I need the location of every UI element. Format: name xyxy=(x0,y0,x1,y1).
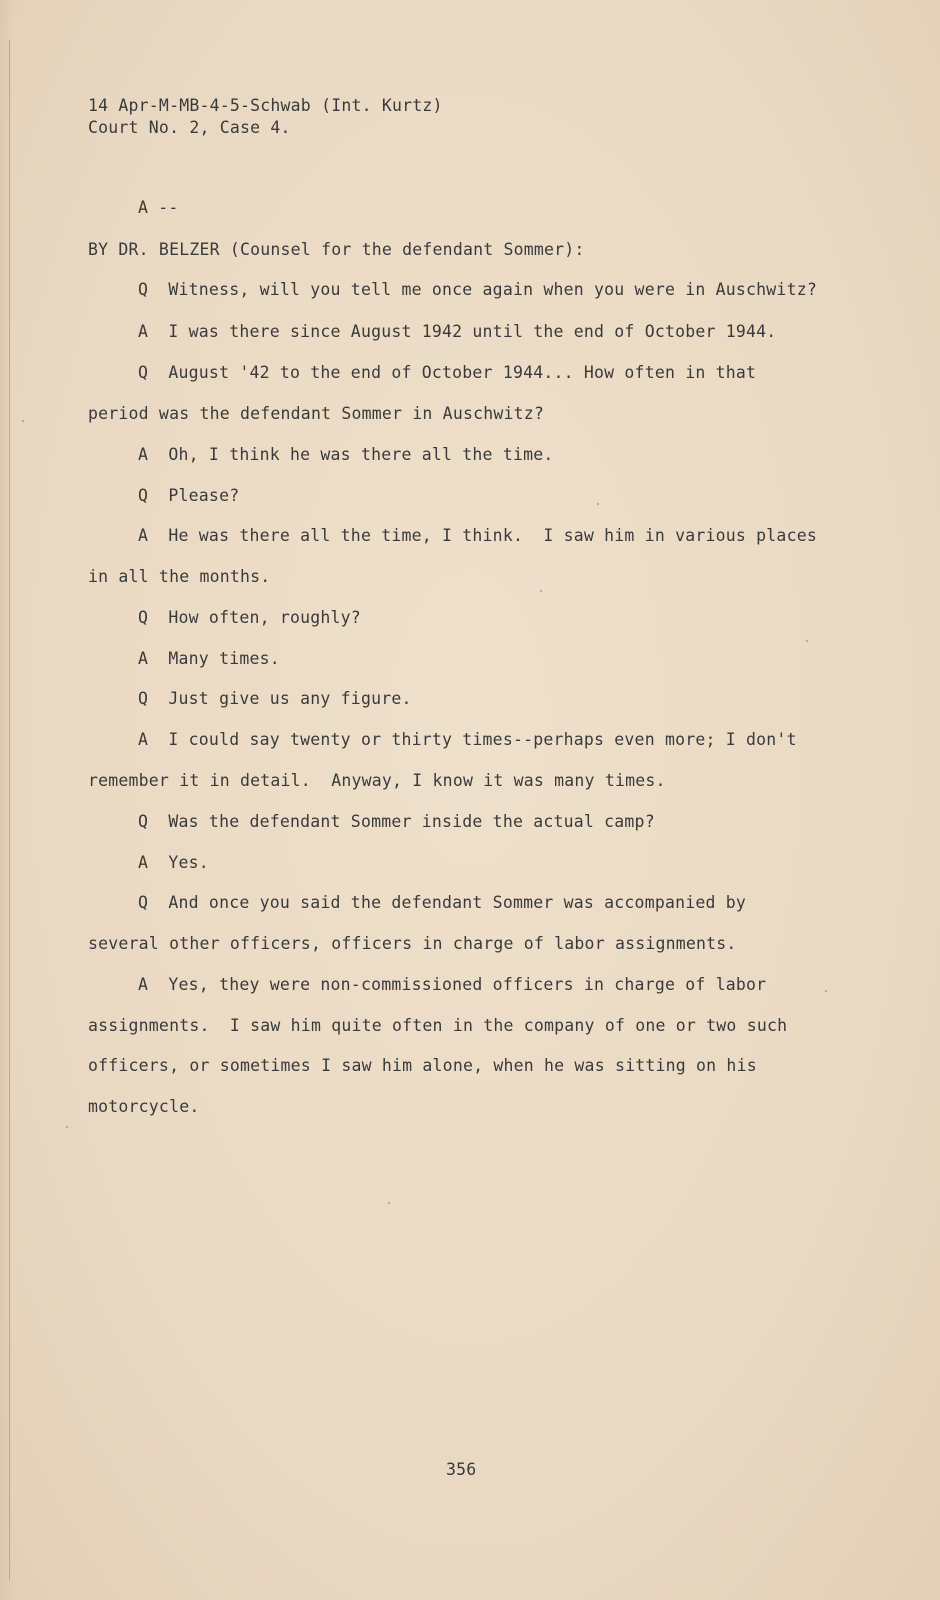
paper-speck xyxy=(22,420,24,422)
page-number: 356 xyxy=(446,1460,477,1479)
transcript-line: Q And once you said the defendant Sommer was accompanied by xyxy=(138,893,747,912)
paper-speck xyxy=(825,990,827,992)
paper-speck xyxy=(540,590,542,592)
examiner-heading: BY DR. BELZER (Counsel for the defendant Sommer): xyxy=(88,240,585,259)
transcript-line: assignments. I saw him quite often in the company of one or two such xyxy=(88,1016,788,1035)
transcript-line: A He was there all the time, I think. I saw him in various places xyxy=(138,526,817,545)
transcript-line: in all the months. xyxy=(88,567,271,586)
transcript-line: A Yes. xyxy=(138,853,209,872)
transcript-line: several other officers, officers in charge of labor assignments. xyxy=(88,934,737,953)
transcript-line: motorcycle. xyxy=(88,1097,200,1116)
transcript-line: remember it in detail. Anyway, I know it was many times. xyxy=(88,771,666,790)
transcript-line: Q Witness, will you tell me once again when you were in Auschwitz? xyxy=(138,280,817,299)
transcript-line: Q August '42 to the end of October 1944... How often in that xyxy=(138,363,757,382)
transcript-line: Q Please? xyxy=(138,486,240,505)
transcript-line: Q How often, roughly? xyxy=(138,608,361,627)
paper-speck xyxy=(597,503,599,505)
transcript-line: A I was there since August 1942 until the end of October 1944. xyxy=(138,322,777,341)
paper-speck xyxy=(66,1126,68,1128)
paper-speck xyxy=(806,640,808,642)
transcript-line: A I could say twenty or thirty times--perhaps even more; I don't xyxy=(138,730,797,749)
transcript-line: Q Just give us any figure. xyxy=(138,689,412,708)
transcript-line: officers, or sometimes I saw him alone, when he was sitting on his xyxy=(88,1056,757,1075)
transcript-line: A Oh, I think he was there all the time. xyxy=(138,445,554,464)
paper-speck xyxy=(388,1202,390,1204)
header-line-1: 14 Apr-M-MB-4-5-Schwab (Int. Kurtz) xyxy=(88,96,443,115)
transcript-line: A -- xyxy=(138,198,179,217)
transcript-line: Q Was the defendant Sommer inside the actual camp? xyxy=(138,812,655,831)
transcript-line: A Many times. xyxy=(138,649,280,668)
header-line-2: Court No. 2, Case 4. xyxy=(88,118,291,137)
paper-left-edge xyxy=(0,0,14,1600)
transcript-line: A Yes, they were non-commissioned officers in charge of labor xyxy=(138,975,767,994)
transcript-line: period was the defendant Sommer in Auschwitz? xyxy=(88,404,545,423)
paper-edge-mark xyxy=(9,40,10,1580)
